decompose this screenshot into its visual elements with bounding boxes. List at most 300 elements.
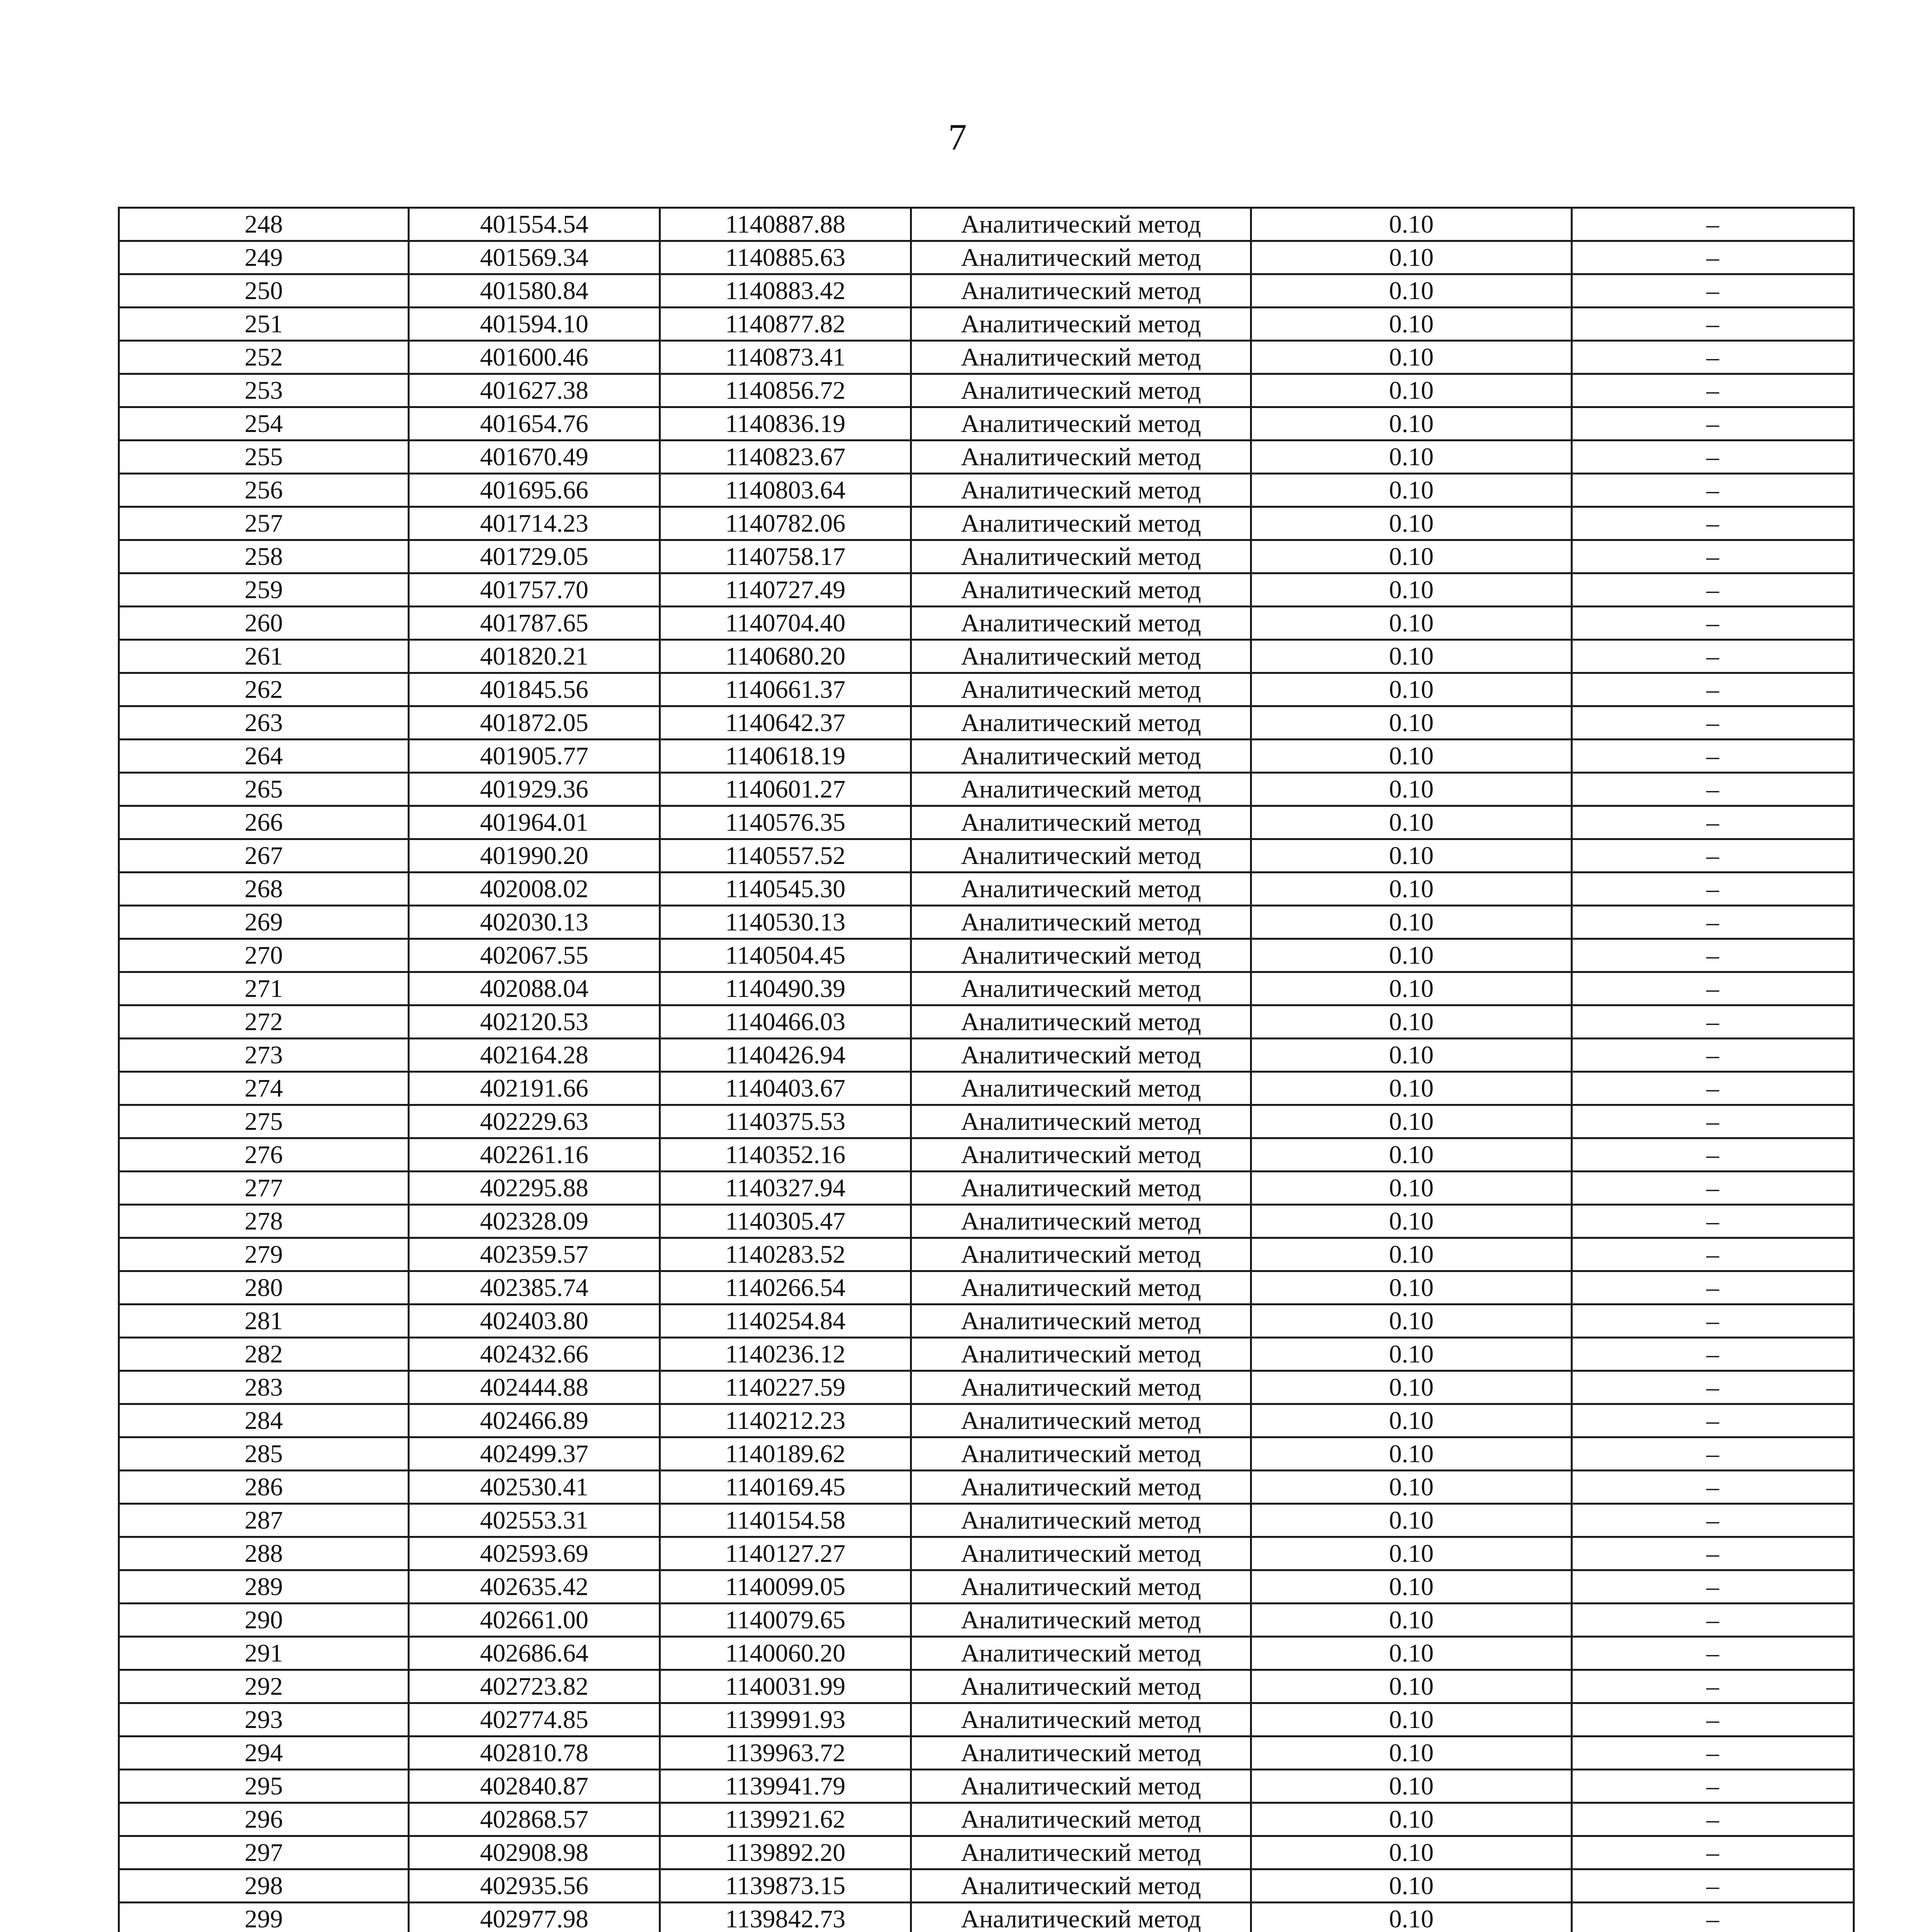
accuracy-cell: 0.10 — [1251, 1537, 1572, 1570]
table-row — [119, 972, 1854, 1005]
x-coordinate-cell: 402466.89 — [409, 1404, 660, 1437]
accuracy-cell: 0.10 — [1251, 1238, 1572, 1271]
method-cell: Аналитический метод — [911, 1172, 1251, 1205]
method-cell: Аналитический метод — [911, 1770, 1251, 1803]
point-number-cell: 285 — [119, 1437, 409, 1471]
note-cell: – — [1572, 1172, 1854, 1205]
x-coordinate-cell: 402164.28 — [409, 1039, 660, 1072]
point-number-cell: 255 — [119, 440, 409, 474]
point-number-cell: 289 — [119, 1570, 409, 1604]
table-row — [119, 540, 1854, 573]
x-coordinate-cell: 402774.85 — [409, 1703, 660, 1736]
point-number-cell: 298 — [119, 1869, 409, 1903]
accuracy-cell: 0.10 — [1251, 308, 1572, 341]
accuracy-cell: 0.10 — [1251, 440, 1572, 474]
page-number: 7 — [948, 116, 967, 158]
y-coordinate-cell: 1140545.30 — [660, 872, 911, 906]
accuracy-cell: 0.10 — [1251, 839, 1572, 872]
table-row — [119, 906, 1854, 939]
y-coordinate-cell: 1140530.13 — [660, 906, 911, 939]
x-coordinate-cell: 402553.31 — [409, 1504, 660, 1537]
point-number-cell: 275 — [119, 1105, 409, 1138]
x-coordinate-cell: 402810.78 — [409, 1736, 660, 1770]
table-row — [119, 1869, 1854, 1903]
y-coordinate-cell: 1140836.19 — [660, 407, 911, 440]
y-coordinate-cell: 1140618.19 — [660, 740, 911, 773]
x-coordinate-cell: 401670.49 — [409, 440, 660, 474]
accuracy-cell: 0.10 — [1251, 939, 1572, 972]
table-row — [119, 1670, 1854, 1703]
table-row — [119, 241, 1854, 274]
note-cell: – — [1572, 1005, 1854, 1039]
x-coordinate-cell: 402444.88 — [409, 1371, 660, 1404]
y-coordinate-cell: 1140504.45 — [660, 939, 911, 972]
method-cell: Аналитический метод — [911, 773, 1251, 806]
accuracy-cell: 0.10 — [1251, 474, 1572, 507]
accuracy-cell: 0.10 — [1251, 573, 1572, 607]
point-number-cell: 299 — [119, 1903, 409, 1932]
note-cell: – — [1572, 1637, 1854, 1670]
accuracy-cell: 0.10 — [1251, 1570, 1572, 1604]
x-coordinate-cell: 402088.04 — [409, 972, 660, 1005]
note-cell: – — [1572, 1338, 1854, 1371]
note-cell: – — [1572, 1304, 1854, 1338]
table-row — [119, 740, 1854, 773]
method-cell: Аналитический метод — [911, 740, 1251, 773]
x-coordinate-cell: 402723.82 — [409, 1670, 660, 1703]
x-coordinate-cell: 402008.02 — [409, 872, 660, 906]
y-coordinate-cell: 1140352.16 — [660, 1138, 911, 1172]
accuracy-cell: 0.10 — [1251, 773, 1572, 806]
y-coordinate-cell: 1139892.20 — [660, 1836, 911, 1869]
method-cell: Аналитический метод — [911, 241, 1251, 274]
point-number-cell: 269 — [119, 906, 409, 939]
point-number-cell: 274 — [119, 1072, 409, 1105]
method-cell: Аналитический метод — [911, 1504, 1251, 1537]
point-number-cell: 282 — [119, 1338, 409, 1371]
note-cell: – — [1572, 740, 1854, 773]
note-cell: – — [1572, 474, 1854, 507]
y-coordinate-cell: 1140375.53 — [660, 1105, 911, 1138]
table-row — [119, 1437, 1854, 1471]
y-coordinate-cell: 1139873.15 — [660, 1869, 911, 1903]
accuracy-cell: 0.10 — [1251, 640, 1572, 673]
point-number-cell: 265 — [119, 773, 409, 806]
y-coordinate-cell: 1140283.52 — [660, 1238, 911, 1271]
accuracy-cell: 0.10 — [1251, 1105, 1572, 1138]
point-number-cell: 278 — [119, 1205, 409, 1238]
table-body — [119, 208, 1854, 1932]
point-number-cell: 284 — [119, 1404, 409, 1437]
y-coordinate-cell: 1140490.39 — [660, 972, 911, 1005]
x-coordinate-cell: 401695.66 — [409, 474, 660, 507]
accuracy-cell: 0.10 — [1251, 1903, 1572, 1932]
y-coordinate-cell: 1140680.20 — [660, 640, 911, 673]
point-number-cell: 264 — [119, 740, 409, 773]
note-cell: – — [1572, 507, 1854, 540]
method-cell: Аналитический метод — [911, 341, 1251, 374]
point-number-cell: 293 — [119, 1703, 409, 1736]
method-cell: Аналитический метод — [911, 972, 1251, 1005]
accuracy-cell: 0.10 — [1251, 607, 1572, 640]
method-cell: Аналитический метод — [911, 540, 1251, 573]
table-row — [119, 274, 1854, 308]
table-row — [119, 1138, 1854, 1172]
note-cell: – — [1572, 1836, 1854, 1869]
point-number-cell: 295 — [119, 1770, 409, 1803]
method-cell: Аналитический метод — [911, 1471, 1251, 1504]
accuracy-cell: 0.10 — [1251, 208, 1572, 241]
accuracy-cell: 0.10 — [1251, 1770, 1572, 1803]
accuracy-cell: 0.10 — [1251, 972, 1572, 1005]
accuracy-cell: 0.10 — [1251, 1869, 1572, 1903]
y-coordinate-cell: 1140856.72 — [660, 374, 911, 407]
method-cell: Аналитический метод — [911, 507, 1251, 540]
note-cell: – — [1572, 1703, 1854, 1736]
point-number-cell: 260 — [119, 607, 409, 640]
note-cell: – — [1572, 1803, 1854, 1836]
coordinates-table — [118, 207, 1855, 1932]
point-number-cell: 294 — [119, 1736, 409, 1770]
y-coordinate-cell: 1139991.93 — [660, 1703, 911, 1736]
method-cell: Аналитический метод — [911, 1371, 1251, 1404]
point-number-cell: 288 — [119, 1537, 409, 1570]
note-cell: – — [1572, 1903, 1854, 1932]
point-number-cell: 249 — [119, 241, 409, 274]
y-coordinate-cell: 1140189.62 — [660, 1437, 911, 1471]
table-row — [119, 1005, 1854, 1039]
table-row — [119, 939, 1854, 972]
point-number-cell: 290 — [119, 1604, 409, 1637]
x-coordinate-cell: 402593.69 — [409, 1537, 660, 1570]
table-row — [119, 308, 1854, 341]
method-cell: Аналитический метод — [911, 706, 1251, 740]
accuracy-cell: 0.10 — [1251, 1072, 1572, 1105]
point-number-cell: 281 — [119, 1304, 409, 1338]
method-cell: Аналитический метод — [911, 1005, 1251, 1039]
table-row — [119, 1072, 1854, 1105]
table-row — [119, 1205, 1854, 1238]
x-coordinate-cell: 402977.98 — [409, 1903, 660, 1932]
y-coordinate-cell: 1140466.03 — [660, 1005, 911, 1039]
x-coordinate-cell: 402067.55 — [409, 939, 660, 972]
method-cell: Аналитический метод — [911, 274, 1251, 308]
note-cell: – — [1572, 1770, 1854, 1803]
point-number-cell: 270 — [119, 939, 409, 972]
y-coordinate-cell: 1139963.72 — [660, 1736, 911, 1770]
accuracy-cell: 0.10 — [1251, 1338, 1572, 1371]
method-cell: Аналитический метод — [911, 1404, 1251, 1437]
point-number-cell: 297 — [119, 1836, 409, 1869]
x-coordinate-cell: 401729.05 — [409, 540, 660, 573]
y-coordinate-cell: 1140823.67 — [660, 440, 911, 474]
point-number-cell: 286 — [119, 1471, 409, 1504]
note-cell: – — [1572, 1138, 1854, 1172]
y-coordinate-cell: 1140883.42 — [660, 274, 911, 308]
note-cell: – — [1572, 1238, 1854, 1271]
accuracy-cell: 0.10 — [1251, 1138, 1572, 1172]
table-row — [119, 341, 1854, 374]
point-number-cell: 279 — [119, 1238, 409, 1271]
y-coordinate-cell: 1140327.94 — [660, 1172, 911, 1205]
x-coordinate-cell: 402686.64 — [409, 1637, 660, 1670]
y-coordinate-cell: 1140704.40 — [660, 607, 911, 640]
x-coordinate-cell: 402120.53 — [409, 1005, 660, 1039]
point-number-cell: 283 — [119, 1371, 409, 1404]
x-coordinate-cell: 402385.74 — [409, 1271, 660, 1304]
method-cell: Аналитический метод — [911, 1205, 1251, 1238]
y-coordinate-cell: 1140877.82 — [660, 308, 911, 341]
x-coordinate-cell: 402030.13 — [409, 906, 660, 939]
accuracy-cell: 0.10 — [1251, 341, 1572, 374]
point-number-cell: 251 — [119, 308, 409, 341]
x-coordinate-cell: 401990.20 — [409, 839, 660, 872]
y-coordinate-cell: 1140885.63 — [660, 241, 911, 274]
y-coordinate-cell: 1140099.05 — [660, 1570, 911, 1604]
accuracy-cell: 0.10 — [1251, 1039, 1572, 1072]
method-cell: Аналитический метод — [911, 1803, 1251, 1836]
x-coordinate-cell: 401820.21 — [409, 640, 660, 673]
accuracy-cell: 0.10 — [1251, 1304, 1572, 1338]
method-cell: Аналитический метод — [911, 1304, 1251, 1338]
x-coordinate-cell: 402403.80 — [409, 1304, 660, 1338]
table-row — [119, 1504, 1854, 1537]
method-cell: Аналитический метод — [911, 1836, 1251, 1869]
x-coordinate-cell: 402328.09 — [409, 1205, 660, 1238]
note-cell: – — [1572, 1570, 1854, 1604]
accuracy-cell: 0.10 — [1251, 1005, 1572, 1039]
table-row — [119, 1404, 1854, 1437]
table-row — [119, 507, 1854, 540]
accuracy-cell: 0.10 — [1251, 274, 1572, 308]
y-coordinate-cell: 1140266.54 — [660, 1271, 911, 1304]
accuracy-cell: 0.10 — [1251, 806, 1572, 839]
method-cell: Аналитический метод — [911, 1072, 1251, 1105]
x-coordinate-cell: 401964.01 — [409, 806, 660, 839]
table-row — [119, 872, 1854, 906]
x-coordinate-cell: 402191.66 — [409, 1072, 660, 1105]
method-cell: Аналитический метод — [911, 1903, 1251, 1932]
note-cell: – — [1572, 906, 1854, 939]
method-cell: Аналитический метод — [911, 573, 1251, 607]
y-coordinate-cell: 1140254.84 — [660, 1304, 911, 1338]
accuracy-cell: 0.10 — [1251, 1736, 1572, 1770]
x-coordinate-cell: 401845.56 — [409, 673, 660, 706]
note-cell: – — [1572, 1039, 1854, 1072]
note-cell: – — [1572, 1537, 1854, 1570]
note-cell: – — [1572, 1072, 1854, 1105]
x-coordinate-cell: 402840.87 — [409, 1770, 660, 1803]
method-cell: Аналитический метод — [911, 374, 1251, 407]
y-coordinate-cell: 1140305.47 — [660, 1205, 911, 1238]
point-number-cell: 254 — [119, 407, 409, 440]
point-number-cell: 271 — [119, 972, 409, 1005]
note-cell: – — [1572, 308, 1854, 341]
accuracy-cell: 0.10 — [1251, 1504, 1572, 1537]
method-cell: Аналитический метод — [911, 1138, 1251, 1172]
x-coordinate-cell: 401554.54 — [409, 208, 660, 241]
note-cell: – — [1572, 1670, 1854, 1703]
method-cell: Аналитический метод — [911, 1736, 1251, 1770]
x-coordinate-cell: 402261.16 — [409, 1138, 660, 1172]
y-coordinate-cell: 1140576.35 — [660, 806, 911, 839]
note-cell: – — [1572, 839, 1854, 872]
point-number-cell: 262 — [119, 673, 409, 706]
y-coordinate-cell: 1140661.37 — [660, 673, 911, 706]
note-cell: – — [1572, 407, 1854, 440]
x-coordinate-cell: 401569.34 — [409, 241, 660, 274]
method-cell: Аналитический метод — [911, 839, 1251, 872]
table-row — [119, 1537, 1854, 1570]
y-coordinate-cell: 1140557.52 — [660, 839, 911, 872]
method-cell: Аналитический метод — [911, 872, 1251, 906]
table-row — [119, 440, 1854, 474]
table-row — [119, 1304, 1854, 1338]
y-coordinate-cell: 1139842.73 — [660, 1903, 911, 1932]
y-coordinate-cell: 1140803.64 — [660, 474, 911, 507]
x-coordinate-cell: 401654.76 — [409, 407, 660, 440]
method-cell: Аналитический метод — [911, 1271, 1251, 1304]
note-cell: – — [1572, 939, 1854, 972]
accuracy-cell: 0.10 — [1251, 241, 1572, 274]
method-cell: Аналитический метод — [911, 939, 1251, 972]
method-cell: Аналитический метод — [911, 607, 1251, 640]
method-cell: Аналитический метод — [911, 1869, 1251, 1903]
table-row — [119, 1172, 1854, 1205]
x-coordinate-cell: 401627.38 — [409, 374, 660, 407]
table-row — [119, 208, 1854, 241]
x-coordinate-cell: 401905.77 — [409, 740, 660, 773]
table-row — [119, 806, 1854, 839]
x-coordinate-cell: 401600.46 — [409, 341, 660, 374]
x-coordinate-cell: 402295.88 — [409, 1172, 660, 1205]
method-cell: Аналитический метод — [911, 440, 1251, 474]
point-number-cell: 272 — [119, 1005, 409, 1039]
accuracy-cell: 0.10 — [1251, 1271, 1572, 1304]
table-row — [119, 607, 1854, 640]
accuracy-cell: 0.10 — [1251, 1404, 1572, 1437]
note-cell: – — [1572, 1471, 1854, 1504]
accuracy-cell: 0.10 — [1251, 673, 1572, 706]
x-coordinate-cell: 401872.05 — [409, 706, 660, 740]
x-coordinate-cell: 402530.41 — [409, 1471, 660, 1504]
x-coordinate-cell: 401594.10 — [409, 308, 660, 341]
accuracy-cell: 0.10 — [1251, 1670, 1572, 1703]
table-row — [119, 1770, 1854, 1803]
table-row — [119, 374, 1854, 407]
point-number-cell: 253 — [119, 374, 409, 407]
y-coordinate-cell: 1140079.65 — [660, 1604, 911, 1637]
table-row — [119, 1371, 1854, 1404]
y-coordinate-cell: 1140887.88 — [660, 208, 911, 241]
point-number-cell: 280 — [119, 1271, 409, 1304]
x-coordinate-cell: 402432.66 — [409, 1338, 660, 1371]
x-coordinate-cell: 402661.00 — [409, 1604, 660, 1637]
point-number-cell: 257 — [119, 507, 409, 540]
table-row — [119, 1105, 1854, 1138]
note-cell: – — [1572, 806, 1854, 839]
table-row — [119, 1238, 1854, 1271]
x-coordinate-cell: 401929.36 — [409, 773, 660, 806]
accuracy-cell: 0.10 — [1251, 1471, 1572, 1504]
y-coordinate-cell: 1140873.41 — [660, 341, 911, 374]
accuracy-cell: 0.10 — [1251, 906, 1572, 939]
x-coordinate-cell: 402868.57 — [409, 1803, 660, 1836]
point-number-cell: 276 — [119, 1138, 409, 1172]
note-cell: – — [1572, 1271, 1854, 1304]
point-number-cell: 287 — [119, 1504, 409, 1537]
y-coordinate-cell: 1140403.67 — [660, 1072, 911, 1105]
note-cell: – — [1572, 274, 1854, 308]
table-row — [119, 407, 1854, 440]
method-cell: Аналитический метод — [911, 1570, 1251, 1604]
note-cell: – — [1572, 1437, 1854, 1471]
x-coordinate-cell: 402908.98 — [409, 1836, 660, 1869]
accuracy-cell: 0.10 — [1251, 1205, 1572, 1238]
note-cell: – — [1572, 208, 1854, 241]
x-coordinate-cell: 402635.42 — [409, 1570, 660, 1604]
accuracy-cell: 0.10 — [1251, 872, 1572, 906]
point-number-cell: 263 — [119, 706, 409, 740]
note-cell: – — [1572, 1869, 1854, 1903]
method-cell: Аналитический метод — [911, 474, 1251, 507]
x-coordinate-cell: 401580.84 — [409, 274, 660, 308]
table-row — [119, 1039, 1854, 1072]
method-cell: Аналитический метод — [911, 906, 1251, 939]
point-number-cell: 252 — [119, 341, 409, 374]
point-number-cell: 268 — [119, 872, 409, 906]
table-row — [119, 640, 1854, 673]
note-cell: – — [1572, 1736, 1854, 1770]
accuracy-cell: 0.10 — [1251, 407, 1572, 440]
accuracy-cell: 0.10 — [1251, 1703, 1572, 1736]
method-cell: Аналитический метод — [911, 208, 1251, 241]
method-cell: Аналитический метод — [911, 1338, 1251, 1371]
x-coordinate-cell: 402499.37 — [409, 1437, 660, 1471]
note-cell: – — [1572, 1504, 1854, 1537]
method-cell: Аналитический метод — [911, 1437, 1251, 1471]
table-row — [119, 474, 1854, 507]
note-cell: – — [1572, 1604, 1854, 1637]
note-cell: – — [1572, 706, 1854, 740]
y-coordinate-cell: 1140426.94 — [660, 1039, 911, 1072]
note-cell: – — [1572, 1371, 1854, 1404]
method-cell: Аналитический метод — [911, 673, 1251, 706]
accuracy-cell: 0.10 — [1251, 1803, 1572, 1836]
table-row — [119, 706, 1854, 740]
point-number-cell: 292 — [119, 1670, 409, 1703]
table-row — [119, 673, 1854, 706]
note-cell: – — [1572, 1404, 1854, 1437]
y-coordinate-cell: 1140642.37 — [660, 706, 911, 740]
accuracy-cell: 0.10 — [1251, 1637, 1572, 1670]
note-cell: – — [1572, 573, 1854, 607]
note-cell: – — [1572, 440, 1854, 474]
point-number-cell: 259 — [119, 573, 409, 607]
y-coordinate-cell: 1140601.27 — [660, 773, 911, 806]
method-cell: Аналитический метод — [911, 1670, 1251, 1703]
table-row — [119, 1271, 1854, 1304]
note-cell: – — [1572, 773, 1854, 806]
y-coordinate-cell: 1140169.45 — [660, 1471, 911, 1504]
note-cell: – — [1572, 540, 1854, 573]
accuracy-cell: 0.10 — [1251, 740, 1572, 773]
method-cell: Аналитический метод — [911, 1703, 1251, 1736]
point-number-cell: 248 — [119, 208, 409, 241]
method-cell: Аналитический метод — [911, 407, 1251, 440]
y-coordinate-cell: 1140127.27 — [660, 1537, 911, 1570]
table-row — [119, 1903, 1854, 1932]
